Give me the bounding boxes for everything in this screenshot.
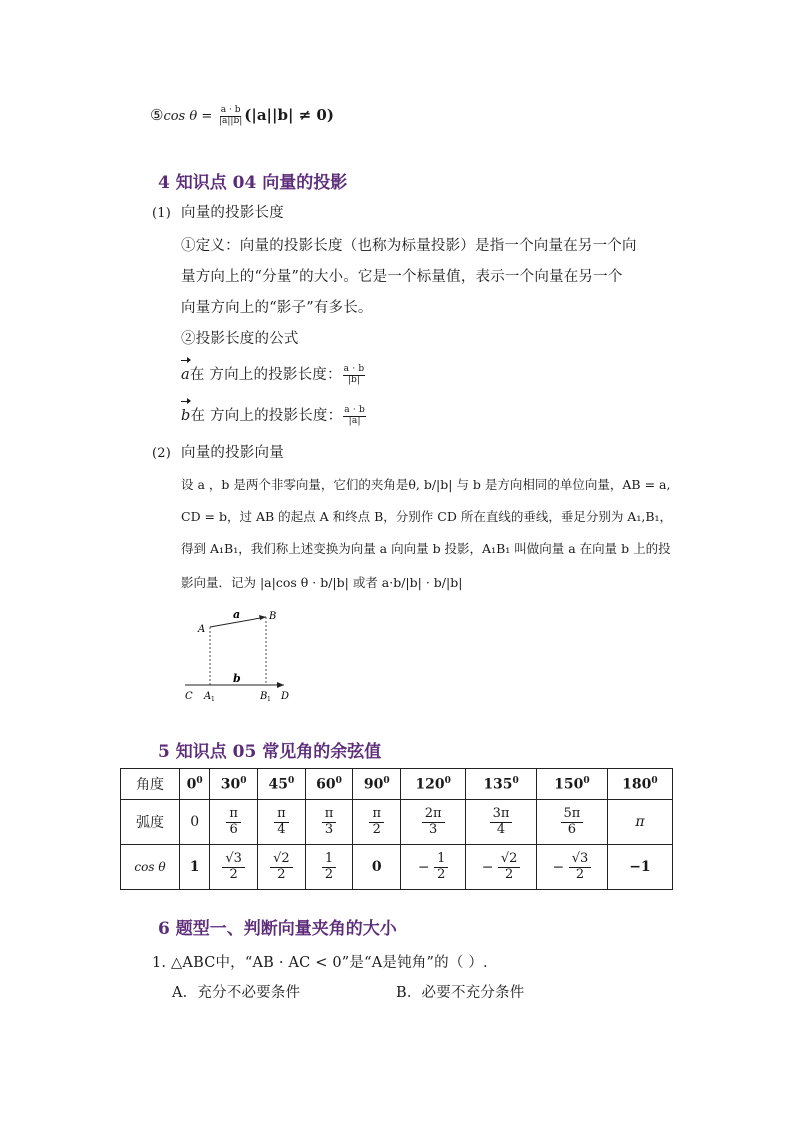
paragraph-2-line-4: 影向量．记为 |a|cos θ · b/|b| 或者 a·b/|b| · b/|b| [181,575,463,590]
label-B1-sub: 1 [267,696,271,703]
projection-diagram [180,605,310,705]
paragraph-2-line-1: 设 a ，b 是两个非零向量，它们的夹角是θ, b/|b| 与 b 是方向相同的单位向量，AB = a, [181,477,671,492]
projection-b-on-a: b在 方向上的投影长度： $\frac{a \cdot b}{|a|}$ [181,401,367,432]
section-4-heading: 4 知识点 04 向量的投影 [158,173,348,193]
cosine-table [120,768,673,890]
definition-line-3: 向量方向上的“影子”有多长。 [181,300,373,316]
definition-line-1: ①定义：向量的投影长度（也称为标量投影）是指一个向量在另一个向 [181,238,637,254]
formula-title: ②投影长度的公式 [181,331,299,347]
option-b: B．必要不充分条件 [396,985,525,1001]
item-2-title: 向量的投影向量 [181,445,284,461]
label-C: C [185,691,193,702]
item-1-label: (1) [152,206,172,221]
paragraph-2-line-2: CD = b，过 AB 的起点 A 和终点 B，分别作 CD 所在直线的垂线，垂足分别为 A₁,B₁， [181,509,673,524]
label-A1: A [204,691,212,702]
label-a: a [233,608,241,621]
label-D: D [281,691,290,702]
label-A1-sub: 1 [211,696,215,703]
formula-cos-theta: ⑤cos θ = $\frac{a \cdot b}{|a||b|}$ (|a||b| ≠ 0) [150,105,334,126]
vector-a-arrow [259,615,266,620]
item-1-title: 向量的投影长度 [181,205,284,221]
table-row: cos θ 1 $\frac{√3}{2}$ $\frac{√2}{2}$ $\frac{1}{2}$ 0 − $\frac{1}{2}$ − $\frac{√2}{2}$ − $\frac{√3}{2}$ −1 [121,845,673,890]
section-6-heading: 6 题型一、判断向量夹角的大小 [158,919,397,939]
projection-a-on-b: a在 方向上的投影长度： $\frac{a \cdot b}{|b|}$ [181,360,366,391]
table-row: 弧度 0 $\frac{\pi}{6}$ $\frac{\pi}{4}$ $\frac{\pi}{3}$ $\frac{\pi}{2}$ $\frac{2\pi}{3}$ $\frac{3\pi}{4}$ $\frac{5\pi}{6}$ π [121,800,673,845]
label-A: A [198,624,206,635]
label-B: B [269,611,277,622]
table-row: 角度 $0^0$ $30^0$ $45^0$ $60^0$ $90^0$ $120^0$ $135^0$ $150^0$ $180^0$ [121,769,673,800]
option-a: A．充分不必要条件 [172,985,301,1001]
item-2-label: (2) [152,446,172,461]
paragraph-2-line-3: 得到 A₁B₁，我们称上述变换为向量 a 向向量 b 投影，A₁B₁ 叫做向量 a 在向量 b 上的投 [181,541,671,556]
definition-line-2: 量方向上的“分量”的大小。它是一个标量值，表示一个向量在另一个 [181,269,623,285]
label-b: b [233,672,241,685]
cos-fraction: $\frac{a \cdot b}{|a||b|}$ [219,105,243,126]
question-1: 1. △ABC中，“AB · AC < 0”是“A是钝角”的（ ）. [152,955,488,971]
label-B1: B [260,691,268,702]
section-5-heading: 5 知识点 05 常见角的余弦值 [158,742,382,762]
axis-arrow [277,682,284,688]
